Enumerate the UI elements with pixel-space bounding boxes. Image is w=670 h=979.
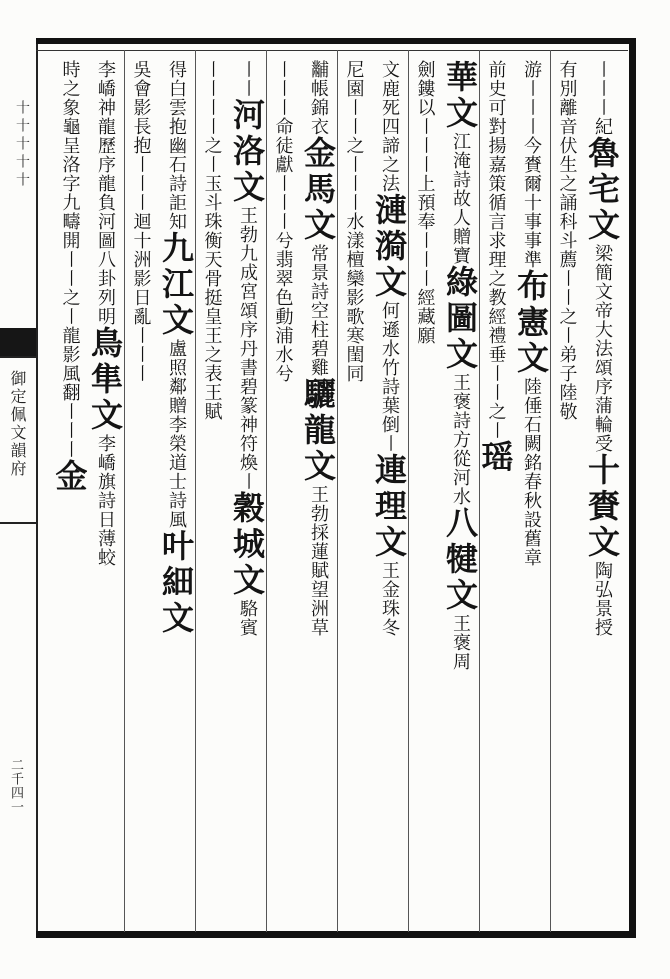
annotation-text: 尼園〡〡之〡〡〡水漾檀欒影歌寒閨同 xyxy=(343,60,365,383)
annotation-text: 常景詩空柱碧雞 xyxy=(308,244,329,377)
text-column xyxy=(86,60,126,930)
headword: 瑶 xyxy=(476,440,515,476)
headword: 綠圖文 xyxy=(441,265,479,373)
text-column xyxy=(338,60,374,930)
annotation-text: 王勃九成宮頌序丹書碧篆神符煥〡 xyxy=(237,206,258,491)
annotation-text: 王褒周 xyxy=(450,614,471,671)
fish-tail-mark xyxy=(0,328,38,356)
text-column xyxy=(157,60,197,930)
annotation-text: 文鹿死四諦之法 xyxy=(379,60,400,193)
text-column xyxy=(50,60,90,930)
annotation-text: 有別離音伏生之誦科斗薦〡〡之〡弟子陸敬 xyxy=(556,60,578,421)
text-column xyxy=(125,60,161,930)
headword: 金 xyxy=(50,459,89,495)
text-column xyxy=(476,60,516,930)
page-number: 二千四一 xyxy=(8,758,23,814)
annotation-text: 前史可對揚嘉策循言求理之教經禮垂〡〡之〡 xyxy=(485,60,507,440)
annotation-text: 〡〡〡〡之〡玉斗珠衡天骨挺皇王之表王賦 xyxy=(201,60,223,421)
annotation-text: 陶弘景授 xyxy=(592,561,613,637)
margin-top-glyphs: 十十十十十 xyxy=(14,100,30,190)
annotation-text: 江淹詩故人贈寶 xyxy=(450,132,471,265)
headword: 漣漪文 xyxy=(370,193,408,301)
annotation-text: 梁簡文帝大法頌序蒲輪受 xyxy=(592,244,613,453)
headword: 華文 xyxy=(441,60,479,132)
headword: 十賚文 xyxy=(583,453,621,561)
headword: 叶細文 xyxy=(157,529,195,637)
headword: 鳥隼文 xyxy=(86,326,124,434)
annotation-text: 王勃採蓮賦望洲草 xyxy=(308,485,329,637)
annotation-text: 陸倕石闕銘春秋設舊章 xyxy=(521,377,542,567)
annotation-text: 〡〡〡 xyxy=(592,60,613,117)
headword: 穀城文 xyxy=(228,491,266,599)
headword: 九江文 xyxy=(157,231,195,339)
annotation-text: 盧照鄰贈李榮道士詩風 xyxy=(166,339,187,529)
annotation-text: 王褒詩方從河水 xyxy=(450,373,471,506)
headword: 八犍文 xyxy=(441,506,479,614)
text-column xyxy=(551,60,587,930)
text-column xyxy=(409,60,445,930)
page-margin xyxy=(0,38,40,938)
headword: 連理文 xyxy=(370,453,408,561)
headword: 布憲文 xyxy=(512,269,550,377)
annotation-text: 得白雲抱幽石詩詎知 xyxy=(166,60,187,231)
annotation-text: 游〡〡〡今賚爾十事事準 xyxy=(521,60,542,269)
annotation-text: 劍鏤以〡〡〡上預奉〡〡〡經藏願 xyxy=(414,60,436,345)
headword: 魯宅文 xyxy=(583,136,621,244)
annotation-text: 吳會影長抱〡〡〡迴十洲影日亂〡〡〡 xyxy=(130,60,152,383)
annotation-text: 王金珠冬 xyxy=(379,561,400,637)
headword: 金馬文 xyxy=(299,136,337,244)
annotation-text: 李嶠神龍歷序龍負河圖八卦列明 xyxy=(95,60,116,326)
annotation-text: 〡〡〡命徒獻〡〡〡兮翡翠色動浦水兮 xyxy=(272,60,294,383)
text-column xyxy=(512,60,552,930)
annotation-text: 何遜水竹詩葉倒〡 xyxy=(379,301,400,453)
text-column xyxy=(228,60,268,930)
text-column xyxy=(267,60,303,930)
headword: 驪龍文 xyxy=(299,377,337,485)
text-column xyxy=(299,60,339,930)
headword: 河洛文 xyxy=(228,98,266,206)
annotation-text: 紀 xyxy=(592,117,613,136)
annotation-text: 〡〡 xyxy=(237,60,258,98)
book-title: 御定佩文韻府 xyxy=(8,370,27,478)
text-column xyxy=(441,60,481,930)
text-column xyxy=(196,60,232,930)
text-column xyxy=(370,60,410,930)
annotation-text: 李嶠旗詩日薄蛟 xyxy=(95,434,116,567)
text-column xyxy=(583,60,623,930)
annotation-text: 駱賓 xyxy=(237,599,258,637)
annotation-text: 黼帳錦衣 xyxy=(308,60,329,136)
annotation-text: 時之象龜呈洛字九疇開〡〡之〡龍影風翻〡〡〡 xyxy=(59,60,81,459)
